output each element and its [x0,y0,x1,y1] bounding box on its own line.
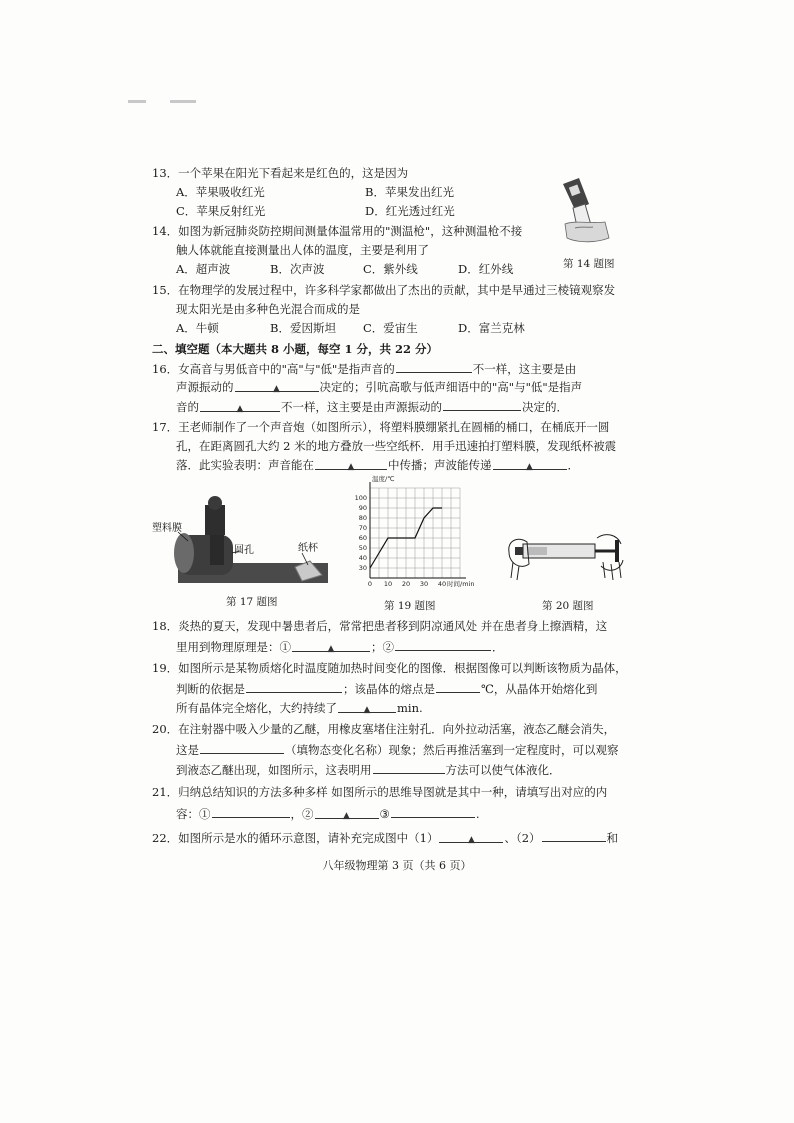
fig19-caption: 第 19 题图 [384,600,436,612]
q15-stem-line2: 现太阳光是由多种色光混合而成的是 [176,302,360,316]
q14-stem-line1: 14．如图为新冠肺炎防控期间测量体温常用的"测温枪"，这种测温枪不接 [152,224,523,238]
q16-text: 决定的；引吭高歌与低声细语中的"高"与"低"是指声 [319,380,583,394]
answer-blank[interactable] [315,458,387,470]
q20-line3 [176,762,561,777]
answer-blank[interactable] [235,380,319,392]
sound-cannon-figure [150,495,335,587]
q13-option-b: B．苹果发出红光 [365,185,454,199]
q18-text: ；② [371,640,394,654]
y-tick-label: 30 [358,564,367,572]
y-tick-label: 90 [358,504,367,512]
q16-text: 音的 [176,400,199,414]
answer-blank[interactable] [493,458,567,470]
q20-line1: 20．在注射器中吸入少量的乙醚，用橡皮塞堵住注射孔．向外拉动活塞，液态乙醚会消失， [152,722,616,736]
q20-text: 方法可以使气体液化． [445,763,561,777]
q20-text: 这是 [176,743,199,757]
q16-text: 决定的． [522,400,568,414]
chart-y-label: 温度/℃ [372,475,395,483]
answer-blank[interactable] [396,361,472,373]
x-tick-label: 20 [401,580,411,588]
y-tick-label: 50 [358,544,367,552]
answer-blank[interactable] [542,830,606,842]
q19-text: 判断的依据是 [176,682,245,696]
answer-blank[interactable] [292,640,370,652]
q21-line2 [176,806,479,821]
q17-text: ． [567,458,579,472]
q13-option-d: D．红光透过红光 [365,204,455,218]
q16-line1 [152,361,576,376]
q18-text: ． [492,640,504,654]
answer-blank[interactable] [443,399,521,411]
chart-x-label: 时间/min [447,580,475,588]
syringe-figure [505,522,630,584]
q15-stem-line1: 15．在物理学的发展过程中，许多科学家都做出了杰出的贡献，其中是早通过三棱镜观察发 [152,283,616,297]
q15-option-b: B．爱因斯坦 [270,321,336,335]
y-tick-label: 70 [358,524,367,532]
q15-option-a: A．牛顿 [176,321,219,335]
q13-option-a: A．苹果吸收红光 [176,185,265,199]
q21-text: ③ [379,807,390,821]
answer-blank[interactable] [212,806,290,818]
y-tick-label: 60 [358,534,367,542]
scan-artifact [170,100,196,103]
q16-line2 [176,380,582,394]
q22-text: 22．如图所示是水的循环示意图，请补充完成图中（1） [152,831,439,845]
q19-text: ；该晶体的熔点是 [343,682,435,696]
q14-option-d: D．红外线 [458,262,514,276]
watermark-triangle-icon: ▲ [363,705,371,715]
y-tick-label: 80 [358,514,367,522]
q21-line1: 21．归纳总结知识的方法多种多样 如图所示的思维导图就是其中一种，请填写出对应的内 [152,785,608,799]
x-tick-label: 40 [437,580,447,588]
answer-blank[interactable] [395,639,491,651]
q22-text: 和 [606,831,619,845]
answer-blank[interactable] [246,681,342,693]
x-tick-label: 0 [367,580,373,588]
q14-option-c: C．紫外线 [363,262,418,276]
q16-text: 不一样，这主要是由 [472,362,577,376]
scan-artifact [128,100,146,103]
answer-blank[interactable] [436,681,480,693]
q21-text: 容：① [176,807,211,821]
chart-grid [370,488,460,578]
answer-blank[interactable] [373,762,445,774]
q21-text: . [475,807,480,821]
fig17-film-label: 塑料膜 [152,523,182,534]
fig20-caption: 第 20 题图 [542,600,594,612]
x-tick-label: 10 [383,580,393,588]
q16-line3 [176,399,568,414]
fig17-cup-label: 纸杯 [298,543,318,554]
q21-text: ，② [290,807,314,821]
q17-line3 [176,458,579,472]
q19-text: ℃，从晶体开始熔化到 [481,682,598,696]
answer-blank[interactable] [315,807,379,819]
q20-line2 [176,742,619,757]
q15-option-c: C．爱宙生 [363,321,418,335]
fig17-hole-label: 圆孔 [234,545,254,556]
fig14-caption: 第 14 题图 [563,258,615,270]
watermark-triangle-icon: ▲ [467,835,475,845]
page-footer: 八年级物理第 3 页（共 6 页） [322,859,472,872]
q19-line2 [176,681,597,696]
q14-option-b: B．次声波 [270,262,325,276]
q19-text: 所有晶体完全熔化，大约持续了 [176,701,337,715]
watermark-triangle-icon: ▲ [526,462,533,472]
answer-blank[interactable] [439,831,503,843]
q16-text: 不一样，这主要是由声源振动的 [281,400,442,414]
q19-line3 [176,701,423,715]
melting-curve-chart [348,474,480,592]
watermark-triangle-icon: ▲ [347,462,355,472]
answer-blank[interactable] [200,400,280,412]
answer-blank[interactable] [338,701,396,713]
watermark-triangle-icon: ▲ [273,384,280,394]
q22-line1 [152,830,618,845]
q15-option-d: D．富兰克林 [458,321,525,335]
q13-option-c: C．苹果反射红光 [176,204,266,218]
q14-option-a: A．超声波 [176,262,231,276]
q19-text: min. [397,701,423,715]
q17-line1: 17．王老师制作了一个声音炮（如图所示），将塑料膜绷紧扎在圆桶的桶口，在桶底开一圆 [152,420,610,434]
q17-text: 中传播；声波能传递 [388,458,492,472]
q16-text: 声源振动的 [176,380,234,394]
y-tick-label: 100 [354,494,367,502]
q20-text: （填物态变化名称）现象；然后再推活塞到一定程度时，可以观察 [285,743,619,757]
q16-text: 16．女高音与男低音中的"高"与"低"是指声音的 [152,362,395,376]
section-heading: 二、填空题（本大题共 8 小题，每空 1 分，共 22 分） [152,342,439,356]
y-tick-label: 40 [358,554,367,562]
q13-stem: 13．一个苹果在阳光下看起来是红色的，这是因为 [152,166,409,180]
q18-line1: 18．炎热的夏天，发现中暑患者后，常常把患者移到阴凉通风处 并在患者身上擦酒精，这 [152,619,608,633]
q18-text: 里用到物理原理是：① [176,640,291,654]
watermark-triangle-icon: ▲ [327,644,335,654]
q19-line1: 19．如图所示是某物质熔化时温度随加热时间变化的图像．根据图像可以判断该物质为晶体， [152,661,627,675]
watermark-triangle-icon: ▲ [343,811,350,821]
q18-line2 [176,639,504,654]
q14-stem-line2: 触人体就能直接测量出人体的温度，主要是利用了 [176,243,429,257]
q17-line2: 孔，在距离圆孔大约 2 米的地方叠放一些空纸杯．用手迅速拍打塑料膜，发现纸杯被震 [176,439,617,453]
x-tick-label: 30 [419,580,429,588]
answer-blank[interactable] [391,806,475,818]
q20-text: 到液态乙醚出现，如图所示，这表明用 [176,763,372,777]
q22-text: 、（2） [504,831,541,845]
answer-blank[interactable] [200,742,284,754]
watermark-triangle-icon: ▲ [236,404,244,414]
q17-text: 落．此实验表明：声音能在 [176,458,314,472]
fig17-caption: 第 17 题图 [226,596,278,608]
thermometer-gun-figure [545,172,615,252]
